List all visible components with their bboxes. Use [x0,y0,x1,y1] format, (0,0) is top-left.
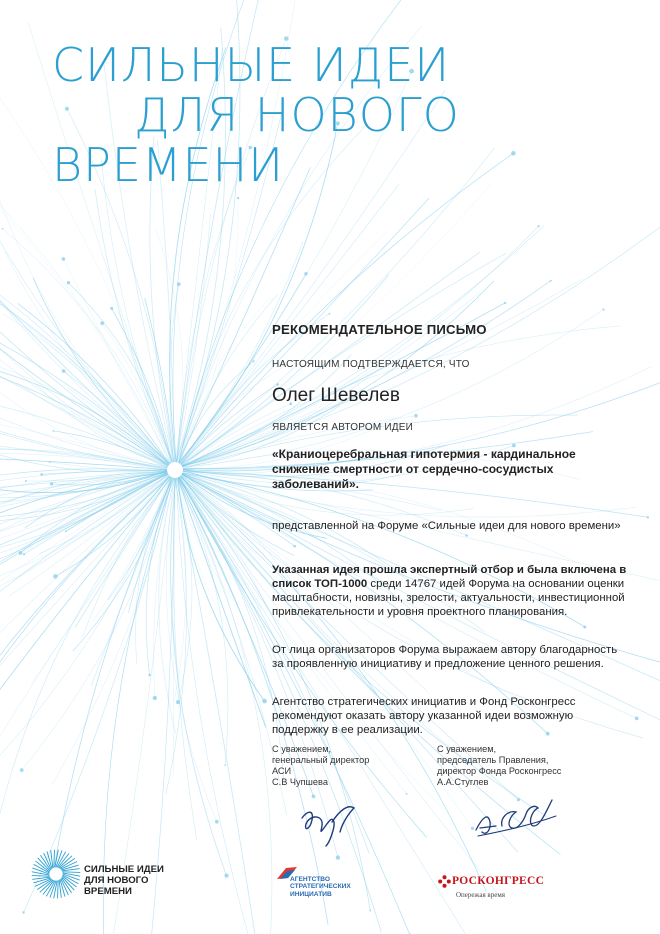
letter-title: РЕКОМЕНДАТЕЛЬНОЕ ПИСЬМО [272,322,487,337]
author-name: Олег Шевелев [272,385,400,406]
forum-logo-text [84,864,194,897]
light-dot [53,574,58,579]
light-ray [182,221,660,466]
logo-ray [54,850,55,867]
light-dot [22,911,24,913]
idea-title: «Краниоцеребральная гипотермия - кардинальное снижение смертности от сердечно-сосудистых заболеваний». [272,447,576,491]
light-ray [0,159,169,464]
light-ray [178,478,266,728]
logo-ray [58,881,59,898]
light-dot [336,855,340,859]
roscongress-tagline: Опережая время [456,891,505,899]
forum-logo-icon [30,848,82,900]
light-dot [635,717,639,721]
light-ray [182,281,494,466]
light-dot [583,626,586,629]
light-ray [0,477,171,906]
header-line-1: СИЛЬНЫЕ ИДЕИ [52,38,451,92]
signature-block-right [437,744,607,788]
light-dot [369,910,371,912]
light-ray [0,206,168,466]
light-dot [237,197,239,199]
recommend-paragraph: Агентство стратегических инициатив и Фонд Росконгресс рекомендуют оказать автору указанной идеи возможную поддержку в ее реализации. [272,696,576,736]
sign-left-line: С уважением, [272,744,332,754]
light-dot [25,480,27,482]
asi-logo-line: ИНИЦИАТИВ [290,890,332,898]
light-dot [504,302,506,304]
light-dot [406,793,408,795]
header-title [52,40,460,190]
light-ray [0,477,170,838]
forum-logo-line: ВРЕМЕНИ [84,886,132,897]
signature-block-left [272,744,442,788]
light-ray [0,228,169,465]
forum-logo-line: ДЛЯ НОВОГО [84,875,149,886]
confirmation-line: НАСТОЯЩИМ ПОДТВЕРЖДАЕТСЯ, ЧТО [272,359,470,370]
selection-bold: Указанная идея прошла экспертный отбор и была включена в список ТОП-1000 [272,564,627,590]
light-dot [465,534,468,537]
asi-logo-text [290,876,380,898]
light-ray [182,279,582,466]
light-dot [153,696,157,700]
light-dot [647,516,649,518]
sign-left-line: генеральный директор [272,755,370,765]
light-ray [3,229,171,464]
light-dot [511,151,516,156]
author-line: ЯВЛЯЕТСЯ АВТОРОМ ИДЕИ [272,422,414,433]
light-ray [73,477,171,651]
logo-ray [32,876,49,877]
light-dot [53,430,55,432]
light-ray [178,477,265,701]
light-dot [65,531,67,533]
light-dot [538,225,540,227]
gratitude-paragraph: От лица организаторов Форума выражаем автору благодарность за проявленную инициативу и предложение ценного решения. [272,644,618,670]
asi-logo-line: АГЕНТСТВО [290,876,331,883]
roscongress-logo-text: РОСКОНГРЕСС [452,875,545,887]
light-ray [0,165,169,466]
handwritten-signature-right [468,786,560,850]
logo-ray [63,872,80,873]
light-ray [0,209,169,465]
light-dot [20,768,24,772]
light-ray [5,251,171,464]
sign-right-line: председатель Правления, [437,755,549,765]
asi-logo-line: СТРАТЕГИЧЕСКИХ [290,883,351,891]
light-ray [0,472,167,589]
light-dot [329,313,331,315]
light-dot [414,414,418,418]
light-dot [224,874,228,878]
header-line-2: ДЛЯ НОВОГО [134,88,460,142]
light-ray [177,198,238,462]
sign-left-line: АСИ [272,766,292,776]
light-ray [102,323,171,463]
sign-left-line: С.В Чупшева [272,777,328,787]
light-ray [0,473,168,672]
light-dot [224,764,226,766]
light-dot [304,272,307,275]
sign-right-line: А.А.Стуглев [437,777,489,787]
light-ray [0,476,170,804]
light-ray [0,476,169,724]
header-line-3: ВРЕМЕНИ [52,138,284,192]
sign-right-line: директор Фонда Росконгресс [437,766,562,776]
light-dot [148,674,151,677]
light-dot [215,820,219,824]
light-dot [253,360,255,362]
light-dot [602,308,604,310]
presented-paragraph: представленной на Форуме «Сильные идеи для нового времени» [272,520,621,532]
light-ray [13,475,168,582]
light-dot [23,553,25,555]
light-dot [49,461,51,463]
light-dot [67,281,70,284]
light-dot [62,257,66,261]
forum-logo-line: СИЛЬНЫЕ ИДЕИ [84,864,164,875]
light-ray [0,476,170,844]
selection-paragraph [272,563,627,619]
light-dot [550,280,552,282]
light-dot [293,545,296,548]
selection-rest: среди 14767 идей Форума на основании оценки масштабности, новизны, зрелости, актуальности, инвестиционной привлекательности и уровня проектного планирования. [272,578,625,618]
light-dot [110,307,113,310]
roscongress-logo-icon [438,875,451,888]
handwritten-signature-left [296,796,366,850]
light-dot [262,699,267,704]
light-dot [2,228,4,230]
light-ray [0,474,168,598]
sign-right-line: С уважением, [437,744,497,754]
